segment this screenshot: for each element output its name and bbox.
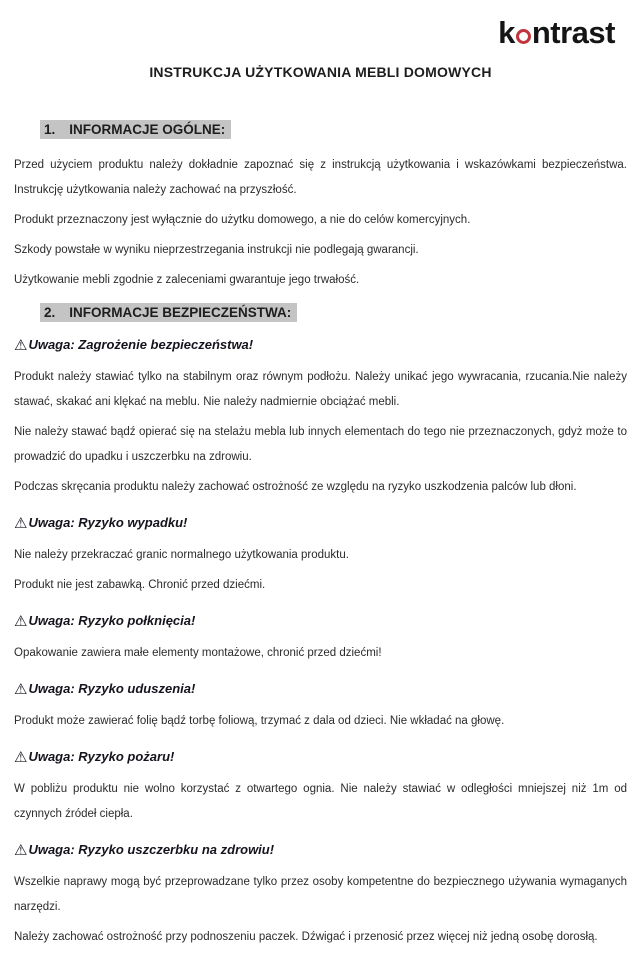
section-2-heading (40, 303, 627, 322)
paragraph: W pobliżu produktu nie wolno korzystać z otwartego ognia. Nie należy stawiać w odległości mniejszej niż 1m od czynnych źródeł ciepła. (14, 783, 627, 820)
warning-heading (14, 514, 627, 532)
warning-triangle-icon: ⚠ (14, 748, 28, 766)
paragraph: Produkt przeznaczony jest wyłącznie do użytku domowego, a nie do celów komercyjnych. (14, 214, 471, 226)
paragraph: Wszelkie naprawy mogą być przeprowadzane tylko przez osoby kompetentne do bezpiecznego używania wymaganych narzędzi. (14, 876, 627, 913)
section-2-title: INFORMACJE BEZPIECZEŃSTWA: (69, 305, 292, 320)
warning-triangle-icon: ⚠ (14, 680, 28, 698)
warning-heading-label: Uwaga: Ryzyko połknięcia! (28, 613, 196, 628)
paragraph: Przed użyciem produktu należy dokładnie zapoznać się z instrukcją użytkowania i wskazówkami bezpieczeństwa. Instrukcję użytkowania należy zachować na przyszłość. (14, 159, 627, 196)
warning-heading (14, 748, 627, 766)
warning-heading-label: Uwaga: Ryzyko uszczerbku na zdrowiu! (28, 842, 275, 857)
paragraph: Produkt może zawierać folię bądź torbę foliową, trzymać z dala od dzieci. Nie wkładać na głowę. (14, 715, 505, 727)
section-2-heading-highlight (40, 303, 297, 322)
warning-heading (14, 336, 627, 354)
warning-heading-label: Uwaga: Zagrożenie bezpieczeństwa! (28, 337, 254, 352)
section-2-body (14, 336, 627, 950)
paragraph: Nie należy stawać bądź opierać się na stelażu mebla lub innych elementach do tego nie przeznaczonych, gdyż może to prowadzić do upadku i uszczerbku na zdrowiu. (14, 426, 627, 463)
paragraph: Produkt należy stawiać tylko na stabilnym oraz równym podłożu. Należy unikać jego wywracania, rzucania.Nie należy stawać, skakać ani klękać na meblu. Nie należy nadmiernie obciążać mebli. (14, 371, 627, 408)
paragraph: Nie należy przekraczać granic normalnego użytkowania produktu. (14, 549, 349, 561)
paragraph: Opakowanie zawiera małe elementy montażowe, chronić przed dziećmi! (14, 647, 382, 659)
warning-triangle-icon: ⚠ (14, 336, 28, 354)
section-1-number: 1. (44, 122, 56, 137)
warning-heading-label: Uwaga: Ryzyko wypadku! (28, 515, 188, 530)
warning-triangle-icon: ⚠ (14, 612, 28, 630)
warning-heading-label: Uwaga: Ryzyko uduszenia! (28, 681, 196, 696)
warning-triangle-icon: ⚠ (14, 514, 28, 532)
paragraph: Podczas skręcania produktu należy zachować ostrożność ze względu na ryzyko uszkodzenia palców lub dłoni. (14, 481, 577, 493)
section-1-title: INFORMACJE OGÓLNE: (69, 122, 226, 137)
logo-o-ring-icon (516, 29, 531, 44)
logo-text-post: ntrast (531, 15, 615, 50)
warning-heading (14, 680, 627, 698)
paragraph: Produkt nie jest zabawką. Chronić przed dziećmi. (14, 579, 266, 591)
warning-heading-label: Uwaga: Ryzyko pożaru! (28, 749, 175, 764)
paragraph: Należy zachować ostrożność przy podnoszeniu paczek. Dźwigać i przenosić przez więcej niż jedną osobę dorosłą. (14, 931, 598, 943)
paragraph: Szkody powstałe w wyniku nieprzestrzegania instrukcji nie podlegają gwarancji. (14, 244, 419, 256)
section-2-number: 2. (44, 305, 56, 320)
warning-triangle-icon: ⚠ (14, 841, 28, 859)
brand-logo (14, 10, 627, 56)
warning-heading (14, 612, 627, 630)
logo-text-pre: k (498, 15, 515, 50)
paragraph: Użytkowanie mebli zgodnie z zaleceniami gwarantuje jego trwałość. (14, 274, 360, 286)
warning-heading (14, 841, 627, 859)
section-1-body (14, 153, 627, 293)
section-1-heading (40, 120, 627, 139)
page-title: INSTRUKCJA UŻYTKOWANIA MEBLI DOMOWYCH (149, 64, 492, 80)
section-1-heading-highlight (40, 120, 231, 139)
